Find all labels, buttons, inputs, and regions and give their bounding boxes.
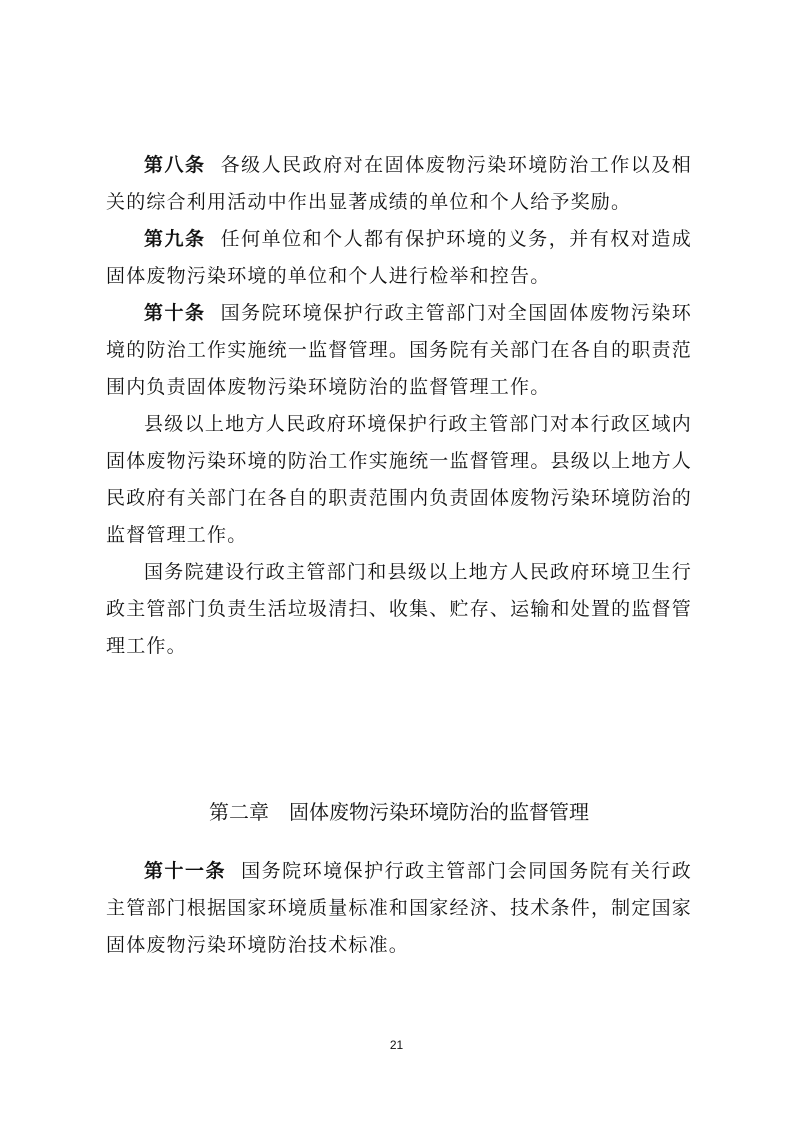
page-number: 21 bbox=[389, 1038, 404, 1052]
article-number: 第八条 bbox=[144, 154, 206, 176]
article-number: 第九条 bbox=[144, 228, 206, 250]
chapter-body bbox=[106, 853, 692, 964]
article-text: 任何单位和个人都有保护环境的义务，并有权对造成固体废物污染环境的单位和个人进行检举和控告。 bbox=[106, 228, 692, 287]
article-text: 各级人民政府对在固体废物污染环境防治工作以及相关的综合利用活动中作出显著成绩的单位和个人给予奖励。 bbox=[106, 154, 692, 213]
article-9 bbox=[106, 221, 692, 295]
article-number: 第十条 bbox=[144, 302, 206, 324]
body-text bbox=[106, 147, 692, 665]
article-10 bbox=[106, 295, 692, 406]
paragraph-construction-dept: 国务院建设行政主管部门和县级以上地方人民政府环境卫生行政主管部门负责生活垃圾清扫、收集、贮存、运输和处置的监督管理工作。 bbox=[106, 561, 692, 657]
chapter-title: 第二章 固体废物污染环境防治的监督管理 bbox=[209, 800, 589, 824]
article-number: 第十一条 bbox=[144, 860, 227, 882]
article-text: 国务院环境保护行政主管部门对全国固体废物污染环境的防治工作实施统一监督管理。国务院有关部门在各自的职责范围内负责固体废物污染环境防治的监督管理工作。 bbox=[106, 302, 692, 398]
paragraph-local-government: 县级以上地方人民政府环境保护行政主管部门对本行政区域内固体废物污染环境的防治工作实施统一监督管理。县级以上地方人民政府有关部门在各自的职责范围内负责固体废物污染环境防治的监督管理工作。 bbox=[106, 413, 692, 546]
article-8 bbox=[106, 147, 692, 221]
article-11 bbox=[106, 853, 692, 964]
article-text: 国务院环境保护行政主管部门会同国务院有关行政主管部门根据国家环境质量标准和国家经济、技术条件，制定国家固体废物污染环境防治技术标准。 bbox=[106, 860, 692, 956]
